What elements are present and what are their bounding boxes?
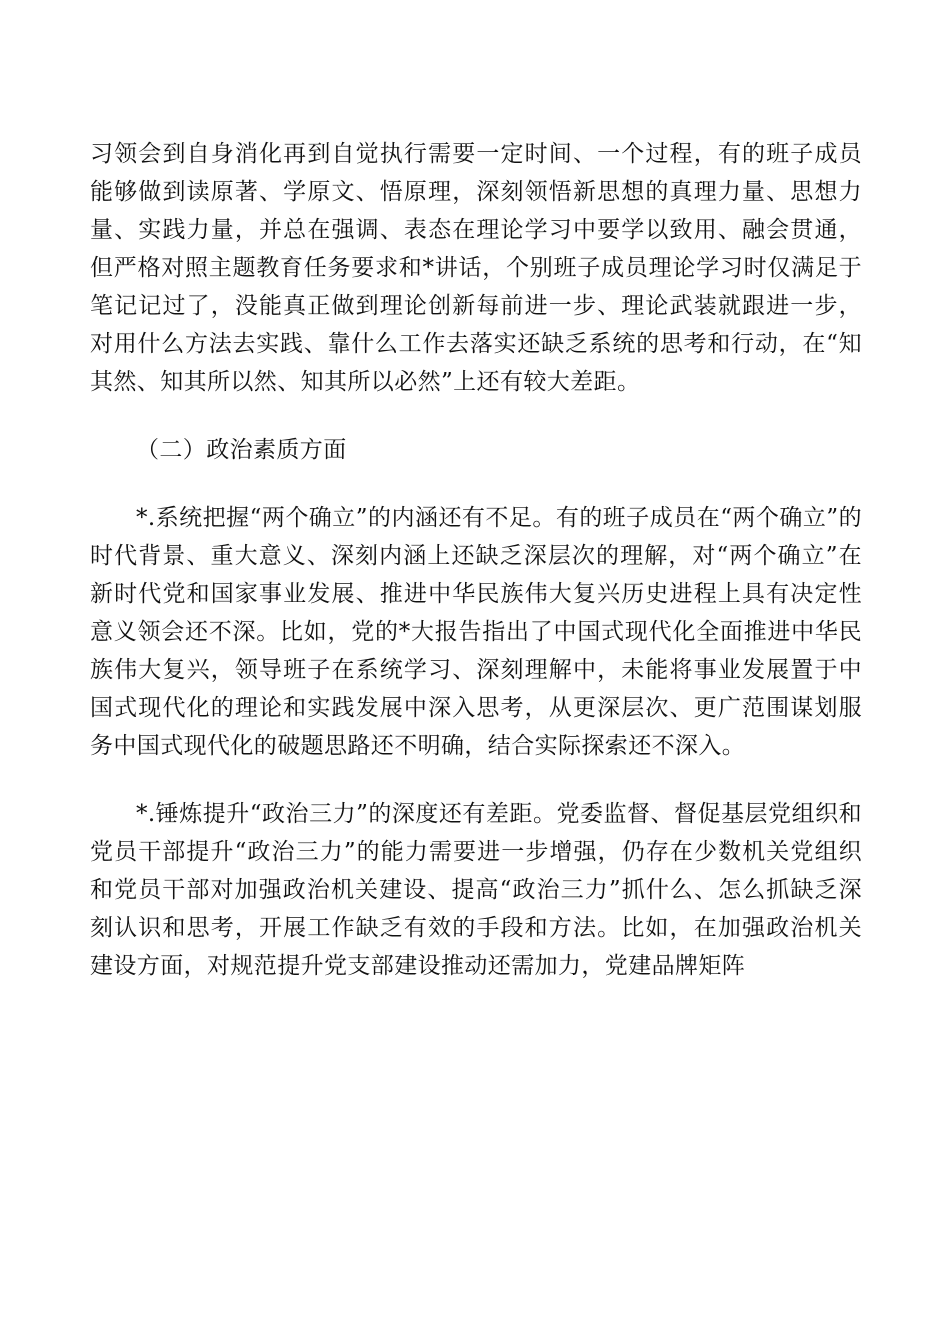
paragraph-gap: [90, 765, 862, 795]
paragraph-gap: [90, 469, 862, 499]
body-paragraph-political-abilities: *.锤炼提升“政治三力”的深度还有差距。党委监督、督促基层党组织和党员干部提升“政治三力”的能力需要进一步增强，仍存在少数机关党组织和党员干部对加强政治机关建设、提高“政治三力”抓什么、怎么抓缺乏深刻认识和思考，开展工作缺乏有效的手段和方法。比如，在加强政治机关建设方面，对规范提升党支部建设推动还需加力，党建品牌矩阵: [90, 801, 862, 979]
section-heading: （二）政治素质方面: [136, 437, 347, 463]
body-paragraph-two-establishments: *.系统把握“两个确立”的内涵还有不足。有的班子成员在“两个确立”的时代背景、重大意义、深刻内涵上还缺乏深层次的理解，对“两个确立”在新时代党和国家事业发展、推进中华民族伟大复兴历史进程上具有决定性意义领会还不深。比如，党的*大报告指出了中国式现代化全面推进中华民族伟大复兴，领导班子在系统学习、深刻理解中，未能将事业发展置于中国式现代化的理论和实践发展中深入思考，从更深层次、更广范围谋划服务中国式现代化的破题思路还不明确，结合实际探索还不深入。: [90, 505, 862, 759]
paragraph-gap: [90, 401, 862, 431]
document-page: [90, 135, 862, 985]
body-paragraph-continued: 习领会到自身消化再到自觉执行需要一定时间、一个过程，有的班子成员能够做到读原著、学原文、悟原理，深刻领悟新思想的真理力量、思想力量、实践力量，并总在强调、表态在理论学习中要学以致用、融会贯通，但严格对照主题教育任务要求和*讲话，个别班子成员理论学习时仅满足于笔记记过了，没能真正做到理论创新每前进一步、理论武装就跟进一步，对用什么方法去实践、靠什么工作去落实还缺乏系统的思考和行动，在“知其然、知其所以然、知其所以必然”上还有较大差距。: [90, 141, 862, 395]
